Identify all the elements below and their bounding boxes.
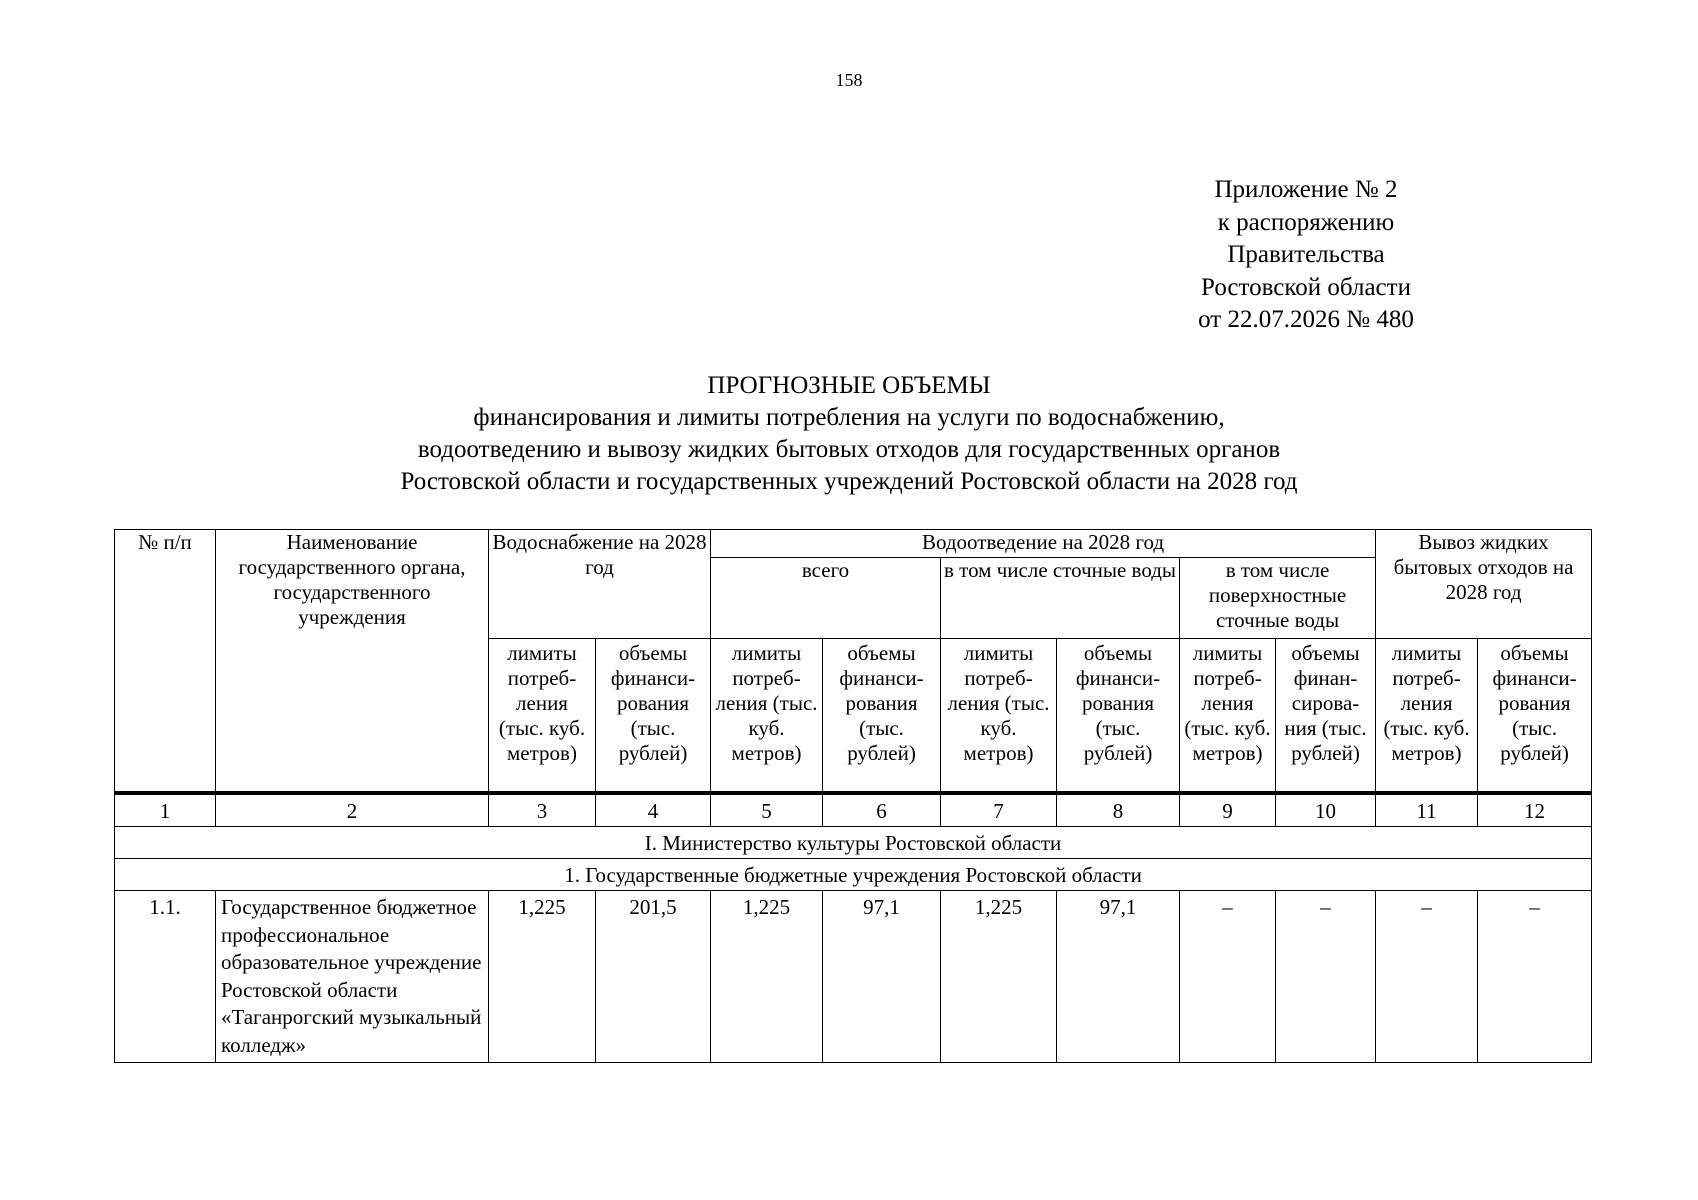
table-cell: 97,1 bbox=[823, 891, 941, 1063]
column-number: 10 bbox=[1276, 793, 1376, 827]
header-num: № п/п bbox=[115, 530, 216, 794]
column-number: 3 bbox=[489, 793, 596, 827]
column-number: 4 bbox=[596, 793, 711, 827]
column-number: 9 bbox=[1180, 793, 1276, 827]
header-unit: лимиты потреб-ления (тыс. куб. метров) bbox=[711, 639, 823, 794]
header-unit: объемы финанси-рования (тыс. рублей) bbox=[596, 639, 711, 794]
budget-table bbox=[114, 529, 1592, 1063]
column-number: 11 bbox=[1376, 793, 1478, 827]
page-number: 158 bbox=[835, 70, 863, 90]
table-cell: 201,5 bbox=[596, 891, 711, 1063]
header-name: Наименование государственного органа, государственного учреждения bbox=[216, 530, 489, 794]
institution-name: Государственное бюджетное профессиональное образовательное учреждение Ростовской области «Таганрогский музыкальный колледж» bbox=[216, 891, 489, 1063]
title-line: Ростовской области и государственных учреждений Ростовской области на 2028 год bbox=[400, 468, 1298, 495]
subsection-heading: 1. Государственные бюджетные учреждения Ростовской области bbox=[115, 859, 1592, 891]
header-liquid-waste: Вывоз жидких бытовых отходов на 2028 год bbox=[1376, 530, 1592, 639]
header-unit: лимиты потреб-ления (тыс. куб. метров) bbox=[1180, 639, 1276, 794]
title-line: водоотведению и вывозу жидких бытовых отходов для государственных органов bbox=[417, 436, 1281, 463]
header-unit: объемы финанси-рования (тыс. рублей) bbox=[823, 639, 941, 794]
column-number-row bbox=[115, 793, 1592, 827]
table-cell: 1,225 bbox=[489, 891, 596, 1063]
column-number: 6 bbox=[823, 793, 941, 827]
column-number: 8 bbox=[1057, 793, 1180, 827]
appendix-line: к распоряжению bbox=[1217, 208, 1395, 236]
header-unit: лимиты потреб-ления (тыс. куб. метров) bbox=[1376, 639, 1478, 794]
header-drainage-sewage: в том числе сточные воды bbox=[941, 558, 1180, 639]
row-num: 1.1. bbox=[115, 891, 216, 1063]
header-drainage-surface: в том числе поверхностные сточные воды bbox=[1180, 558, 1376, 639]
appendix-line: от 22.07.2026 № 480 bbox=[1198, 306, 1414, 333]
header-drainage-total: всего bbox=[711, 558, 941, 639]
header-drainage: Водоотведение на 2028 год bbox=[711, 530, 1376, 558]
header-water-supply: Водоснабжение на 2028 год bbox=[489, 530, 711, 639]
title-heading: ПРОГНОЗНЫЕ ОБЪЕМЫ bbox=[707, 372, 991, 399]
table-row bbox=[115, 891, 1592, 1063]
column-number: 12 bbox=[1478, 793, 1592, 827]
title-line: финансирования и лимиты потребления на услуги по водоснабжению, bbox=[473, 404, 1225, 431]
appendix-block bbox=[1126, 174, 1486, 337]
header-unit: объемы финанси-рования (тыс. рублей) bbox=[1057, 639, 1180, 794]
table-cell: – bbox=[1376, 891, 1478, 1063]
table-cell: – bbox=[1276, 891, 1376, 1063]
header-unit: объемы финанси-рования (тыс. рублей) bbox=[1478, 639, 1592, 794]
table-cell: – bbox=[1180, 891, 1276, 1063]
table-cell: 1,225 bbox=[941, 891, 1057, 1063]
appendix-line: Правительства bbox=[1227, 241, 1385, 268]
header-unit: лимиты потреб-ления (тыс. куб. метров) bbox=[489, 639, 596, 794]
table-cell: – bbox=[1478, 891, 1592, 1063]
section-heading: I. Министерство культуры Ростовской области bbox=[115, 827, 1592, 859]
column-number: 5 bbox=[711, 793, 823, 827]
table-cell: 1,225 bbox=[711, 891, 823, 1063]
table-cell: 97,1 bbox=[1057, 891, 1180, 1063]
column-number: 7 bbox=[941, 793, 1057, 827]
appendix-line: Приложение № 2 bbox=[1214, 176, 1398, 203]
column-number: 1 bbox=[115, 793, 216, 827]
header-unit: объемы финан-сирова-ния (тыс. рублей) bbox=[1276, 639, 1376, 794]
appendix-line: Ростовской области bbox=[1201, 273, 1411, 301]
document-title bbox=[0, 370, 1698, 498]
column-number: 2 bbox=[216, 793, 489, 827]
header-unit: лимиты потреб-ления (тыс. куб. метров) bbox=[941, 639, 1057, 794]
